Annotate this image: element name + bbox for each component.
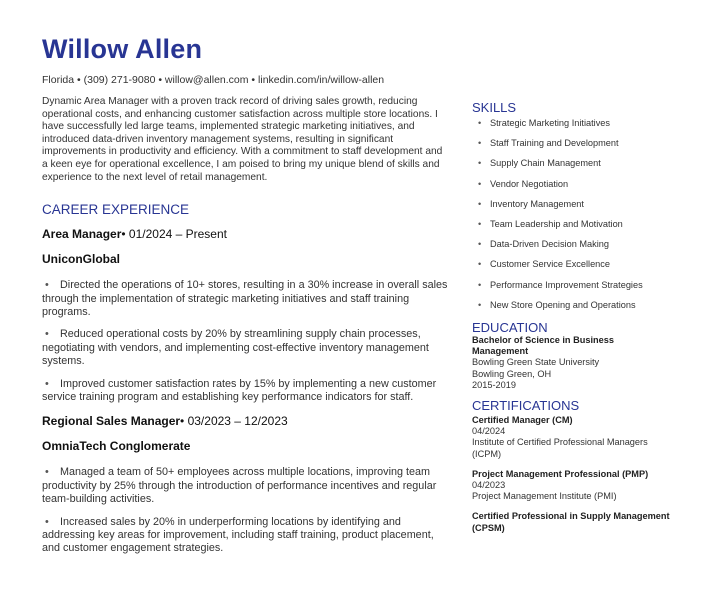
school: Bowling Green State University: [472, 357, 600, 368]
certification-issuer: Project Management Institute (PMI): [472, 491, 617, 502]
list-item: • Data-Driven Decision Making: [478, 239, 609, 250]
bullet-icon: •: [45, 515, 49, 528]
job-bullets: [42, 466, 450, 555]
job-title-line: [42, 227, 450, 241]
education-entry: [472, 335, 672, 391]
job-title-line: [42, 414, 450, 428]
company-name: OmniaTech Conglomerate: [42, 439, 191, 454]
job-dates: • 01/2024 – Present: [121, 227, 227, 242]
bullet-icon: •: [478, 138, 482, 149]
list-item: • Improved customer satisfaction rates by 15% by implementing a new customer service training program and establishing key performance indicators for staff.: [42, 377, 437, 403]
section-title-education: EDUCATION: [472, 320, 548, 336]
company-name: UniconGlobal: [42, 252, 120, 267]
section-title-certifications: CERTIFICATIONS: [472, 398, 580, 414]
certification-date: 04/2023: [472, 480, 506, 491]
list-item: • Strategic Marketing Initiatives: [478, 118, 610, 128]
degree: Bachelor of Science in Business Management: [472, 335, 614, 357]
list-item: • New Store Opening and Operations: [478, 299, 636, 310]
job-role: Regional Sales Manager: [42, 414, 181, 429]
job-role: Area Manager: [42, 227, 122, 242]
list-item: • Vendor Negotiation: [478, 178, 569, 189]
certification-date: 04/2024: [472, 426, 506, 437]
bullet-icon: •: [45, 279, 49, 292]
bullet-icon: •: [478, 178, 482, 189]
bullet-icon: •: [478, 279, 482, 290]
section-title-experience: CAREER EXPERIENCE: [42, 202, 190, 218]
section-title-skills: SKILLS: [472, 100, 517, 115]
bullet-icon: •: [478, 118, 482, 128]
side-column: [472, 100, 672, 543]
bullet-icon: •: [478, 219, 482, 230]
skills-list: [472, 118, 672, 311]
bullet-icon: •: [478, 299, 482, 310]
certification-name: Project Management Professional (PMP): [472, 468, 649, 479]
list-item: • Reduced operational costs by 20% by streamlining supply chain processes, negotiating with vendors, and implementing cost-effective inventory management systems.: [42, 328, 429, 368]
list-item: • Performance Improvement Strategies: [478, 279, 643, 290]
school-location: Bowling Green, OH: [472, 368, 552, 379]
bullet-icon: •: [45, 328, 49, 341]
bullet-icon: •: [478, 239, 482, 250]
certification-issuer: Institute of Certified Professional Managers (ICPM): [472, 437, 648, 459]
bullet-icon: •: [478, 259, 482, 270]
education-years: 2015-2019: [472, 379, 516, 390]
bullet-icon: •: [478, 158, 482, 169]
main-column: [42, 96, 450, 565]
list-item: • Staff Training and Development: [478, 138, 619, 149]
list-item: • Supply Chain Management: [478, 158, 601, 169]
list-item: • Team Leadership and Motivation: [478, 219, 623, 230]
contact-line: Florida • (309) 271-9080 • willow@allen.com • linkedin.com/in/willow-allen: [42, 74, 385, 86]
job-dates: • 03/2023 – 12/2023: [180, 414, 288, 429]
candidate-name: Willow Allen: [42, 34, 203, 64]
job-bullets: [42, 279, 450, 404]
certification-name: Certified Professional in Supply Management (CPSM): [472, 511, 670, 533]
list-item: • Managed a team of 50+ employees across multiple locations, improving team productivity by 25% through the introduction of performance incentives and regular team-building activities.: [42, 466, 437, 506]
list-item: • Inventory Management: [478, 198, 584, 209]
certification-entry: [472, 415, 672, 460]
bullet-icon: •: [45, 466, 49, 479]
bullet-icon: •: [45, 377, 49, 390]
bullet-icon: •: [478, 198, 482, 209]
list-item: • Directed the operations of 10+ stores, resulting in a 30% increase in overall sales through the implementation of strategic marketing initiatives and staff training programs.: [42, 279, 448, 318]
job-entry: [42, 414, 450, 555]
certification-name: Certified Manager (CM): [472, 415, 573, 426]
summary-paragraph: Dynamic Area Manager with a proven track record of driving sales growth, reducing operational costs, and enhancing customer satisfaction across multiple store locations. I have successfully led large teams, implemented strategic marketing initiatives, and introduced data-driven inventory management systems, resulting in significant improvements in productivity and efficiency. With a commitment to staff development and a keen eye for operational excellence, I am poised to bring my unique blend of skills and experience to the next level of retail management.: [42, 96, 443, 183]
certification-entry: [472, 469, 672, 503]
certification-entry: [472, 511, 672, 533]
list-item: • Increased sales by 20% in underperforming locations by identifying and addressing key areas for improvement, including staff training, product placement, and customer engagement strategies.: [42, 515, 434, 555]
job-entry: [42, 227, 450, 404]
list-item: • Customer Service Excellence: [478, 259, 610, 270]
